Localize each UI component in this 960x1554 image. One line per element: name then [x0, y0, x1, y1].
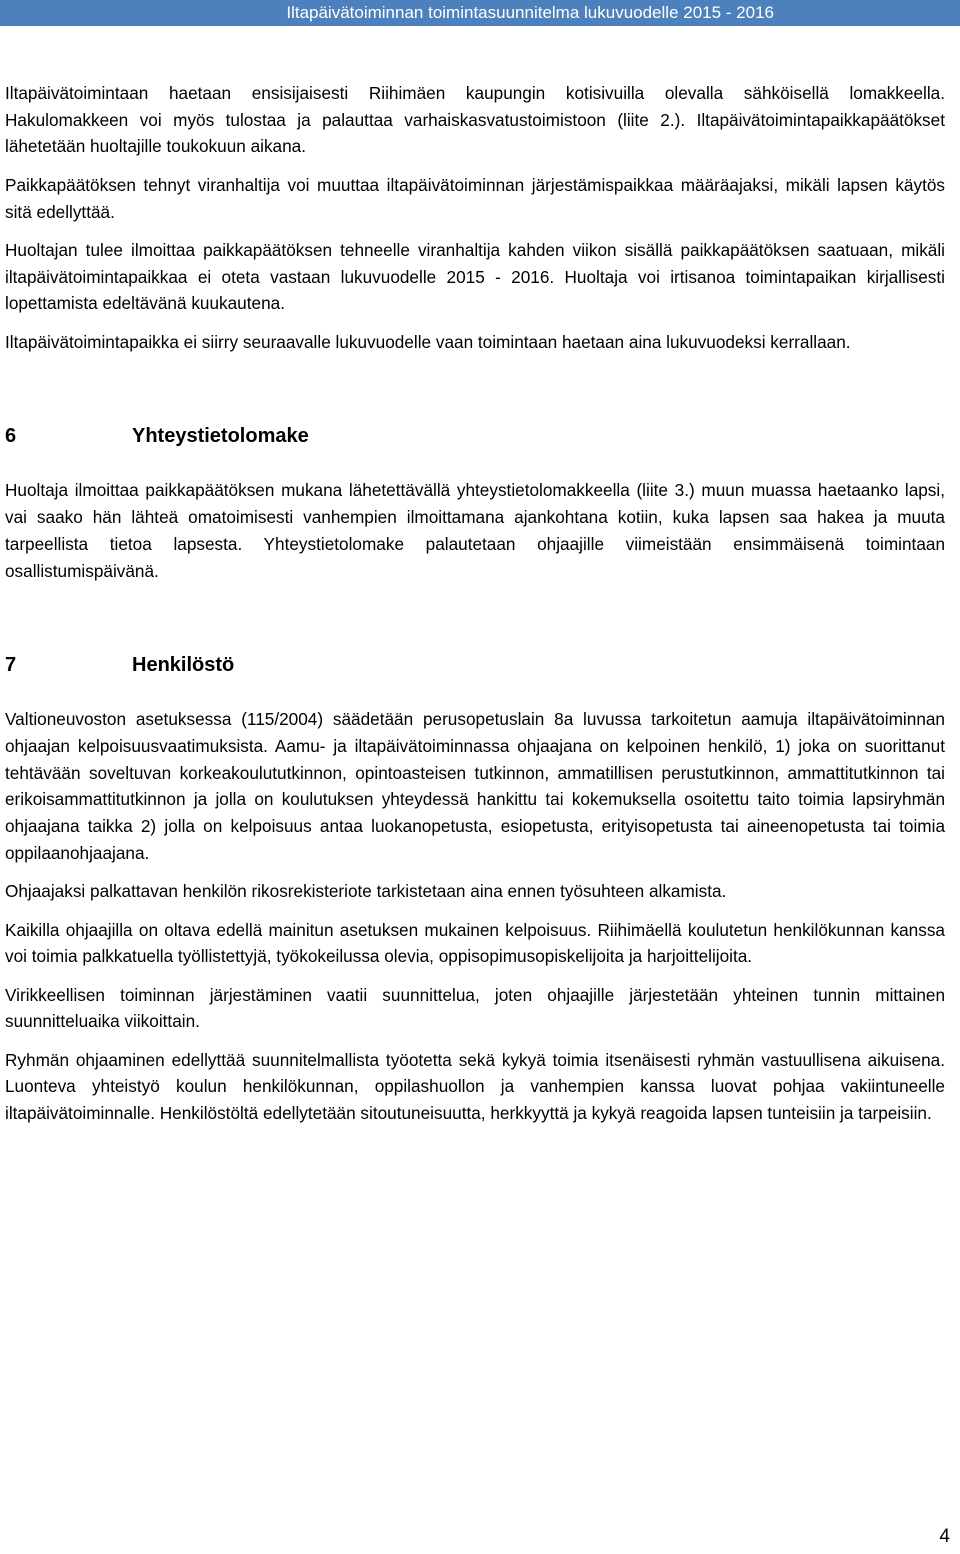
paragraph-guardian-notice: Huoltajan tulee ilmoittaa paikkapäätöksen tehneelle viranhaltija kahden viikon sisällä paikkapäätöksen saatuaan, mikäli iltapäivätoimintapaikkaa ei oteta vastaan lukuvuodelle 2015 - 2016. Huoltaja voi irtisanoa toimintapaikan kirjallisesti lopettamista edeltävänä kuukautena.	[5, 239, 945, 314]
paragraph-application: Iltapäivätoimintaan haetaan ensisijaisesti Riihimäen kaupungin kotisivuilla olevalla sähköisellä lomakkeella. Hakulomakkeen voi myös tulostaa ja palauttaa varhaiskasvatustoimistoon (liite 2.). Iltapäivätoimintapaikkapäätökset lähetetään huoltajille toukokuun aikana.	[5, 83, 945, 157]
paragraph-criminal-record: Ohjaajaksi palkattavan henkilön rikosrekisteriote tarkistetaan aina ennen työsuhteen alkamista.	[5, 881, 727, 902]
paragraph-placement-change: Paikkapäätöksen tehnyt viranhaltija voi muuttaa iltapäivätoiminnan järjestämispaikkaa määräajaksi, mikäli lapsen käytös sitä edellyttää.	[5, 174, 945, 222]
page-number: 4	[939, 1526, 950, 1547]
paragraph-group-guidance: Ryhmän ohjaaminen edellyttää suunnitelmallista työotetta sekä kykyä toimia itsenäisesti ryhmän vastuullisena aikuisena. Luonteva yhteistyö koulun henkilökunnan, oppilashuollon ja vanhempien kanssa luovat pohjaa vakiintuneelle iltapäivätoiminnalle. Henkilöstöltä edellytetään sitoutuneisuutta, herkkyyttä ja kykyä reagoida lapsen tunteisiin ja tarpeisiin.	[5, 1049, 945, 1124]
paragraph-yearly-application: Iltapäivätoimintapaikka ei siirry seuraavalle lukuvuodelle vaan toimintaan haetaan aina lukuvuodeksi kerrallaan.	[5, 331, 851, 352]
paragraph-contact-form: Huoltaja ilmoittaa paikkapäätöksen mukana lähetettävällä yhteystietolomakkeella (liite 3.) muun muassa haetaanko lapsi, vai saako hän lähteä omatoimisesti vanhempien ilmoittamana ajankohtana kotiin, kuka lapsen saa hakea ja muuta tarpeellista tietoa lapsesta. Yhteystietolomake palautetaan ohjaajille viimeistään ensimmäisenä toimintaan osallistumispäivänä.	[5, 480, 945, 581]
running-header	[0, 0, 960, 26]
section-title: Yhteystietolomake	[132, 425, 309, 448]
running-header-title: Iltapäivätoiminnan toimintasuunnitelma lukuvuodelle 2015 - 2016	[286, 3, 774, 22]
section-heading-6	[5, 423, 945, 449]
paragraph-qualifications: Valtioneuvoston asetuksessa (115/2004) säädetään perusopetuslain 8a luvussa tarkoitetun aamuja iltapäivätoiminnan ohjaajan kelpoisuusvaatimuksista. Aamu- ja iltapäivätoiminnassa ohjaajana on kelpoinen henkilö, 1) joka on suorittanut tehtävään soveltuvan korkeakoulututkinnon, opintoasteisen tutkinnon, ammatillisen perustutkinnon, ammattitutkinnon tai erikoisammattitutkinnon ja jolla on koulutuksen yhteydessä hankittu tai kokemuksella osoitettu taito toimia lapsiryhmän ohjaajana taikka 2) jolla on kelpoisuus antaa luokanopetusta, esiopetusta, erityisopetusta tai aineenopetusta tai toimia oppilaanohjaajana.	[5, 709, 945, 863]
paragraph-staff-eligibility: Kaikilla ohjaajilla on oltava edellä mainitun asetuksen mukainen kelpoisuus. Riihimäellä koulutetun henkilökunnan kanssa voi toimia palkkatuella työllistettyjä, työkokeilussa olevia, oppisopimusopiskelijoita ja harjoittelijoita.	[5, 919, 945, 967]
paragraph-planning-time: Virikkeellisen toiminnan järjestäminen vaatii suunnittelua, joten ohjaajille järjestetään yhteinen tunnin mittainen suunnitteluaika viikoittain.	[5, 984, 945, 1032]
section-title: Henkilöstö	[132, 654, 235, 677]
section-number: 6	[5, 425, 17, 448]
document-body	[5, 80, 945, 1127]
section-heading-7	[5, 652, 945, 678]
section-number: 7	[5, 654, 17, 677]
